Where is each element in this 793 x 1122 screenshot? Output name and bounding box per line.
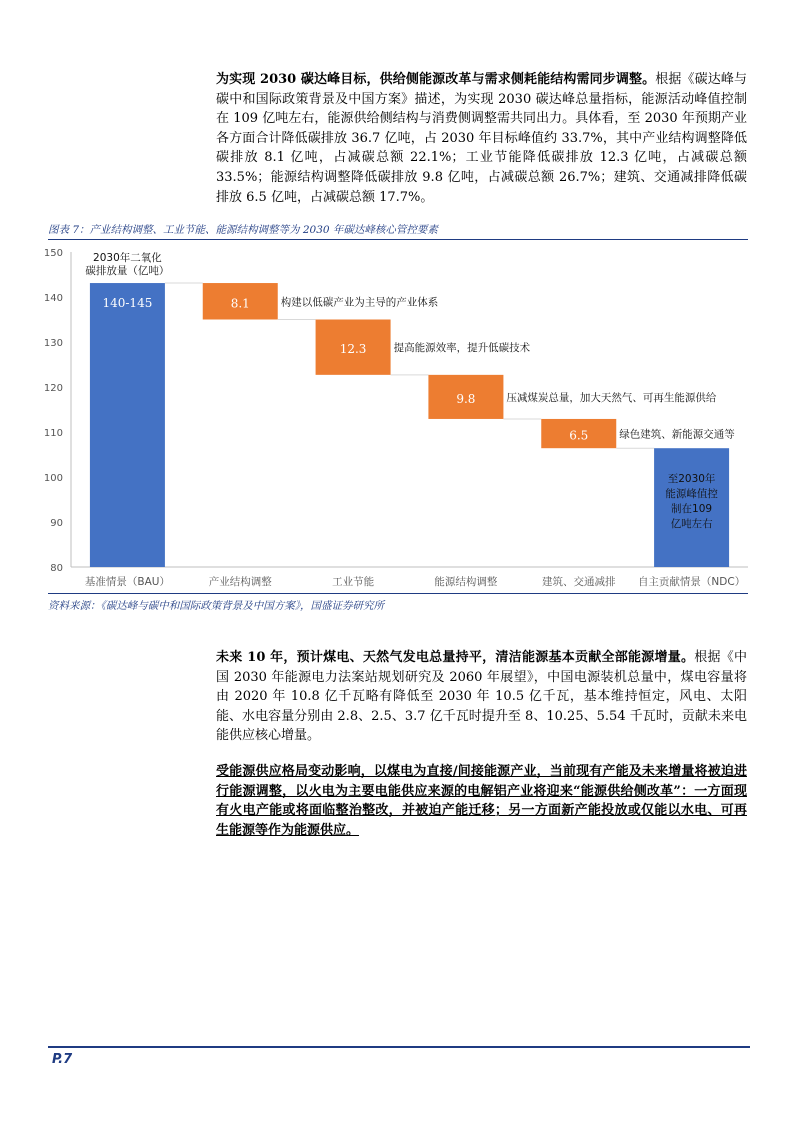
figure-title: 图表 7：产业结构调整、工业节能、能源结构调整等为 2030 年碳达峰核心管控要素 <box>48 224 438 236</box>
annotation-label: 提高能源效率，提升低碳技术 <box>393 342 531 355</box>
page-number: P.7 <box>52 1052 73 1067</box>
end-label: 至2030年 <box>667 473 716 486</box>
start-label: 碳排放量（亿吨） <box>85 265 170 278</box>
y-tick-label: 80 <box>50 563 63 574</box>
y-tick-label: 150 <box>43 248 63 259</box>
paragraph-body: 根据《碳达峰与碳中和国际政策背景及中国方案》描述，为实现 2030 碳达峰总量指标，能源活动峰值控制在 109 亿吨左右，能源供给侧结构与消费侧调整需共同出力。具体看，至 2030 年预期产业各方面合计降低碳排放 36.7 亿吨，占 2030 年目标峰值约 33.7%，其中产业结构调整降低碳排放 8.1 亿吨，占减碳总额 22.1%；工业节能降低碳排放 12.3 亿吨，占减碳总额 33.5%；能源结构调整降低碳排放 9.8 亿吨，占减碳总额 26.7%；建筑、交通减排降低碳排放 6.5 亿吨，占减碳总额 17.7%。 <box>216 72 747 205</box>
figure-source: 资料来源：《碳达峰与碳中和国际政策背景及中国方案》，国盛证券研究所 <box>48 600 384 612</box>
value-label: 12.3 <box>339 342 367 357</box>
value-label: 8.1 <box>230 296 250 311</box>
category-label: 自主贡献情景（NDC） <box>637 576 746 588</box>
figure-top-rule <box>48 239 748 240</box>
paragraph-aluminum-reform: 受能源供应格局变动影响，以煤电为直接/间接能源产业，当前现有产能及未来增量将被迫进行能源调整，以火电为主要电能供应来源的电解铝产业将迎来“能源供给侧改革”：一方面现有火电产能或将面临整治整改，并被迫产能迁移；另一方面新产能投放或仅能以水电、可再生能源等作为能源供应。 <box>216 764 747 838</box>
y-tick-label: 130 <box>43 338 63 349</box>
value-label: 140-145 <box>102 296 153 311</box>
y-tick-label: 100 <box>43 473 63 484</box>
paragraph-carbon-peak <box>216 70 747 207</box>
footer-rule <box>48 1046 750 1048</box>
paragraph-lead: 未来 10 年，预计煤电、天然气发电总量持平，清洁能源基本贡献全部能源增量。 <box>216 650 695 665</box>
paragraph-power-outlook <box>216 648 747 746</box>
paragraph-body: 根据《中国 2030 年能源电力法案站规划研究及 2060 年展望》，中国电源装机总量中，煤电容量将由 2020 年 10.8 亿千瓦略有降低至 2030 年 10.5 亿千瓦，基本维持恒定，风电、太阳能、水电容量分别由 2.8、2.5、3.7 亿千瓦时提升至 8、10.25、5.54 千瓦时，贡献未来电能供应核心增量。 <box>216 650 747 744</box>
waterfall-chart <box>40 242 760 592</box>
category-label: 能源结构调整 <box>434 576 498 588</box>
start-label: 2030年二氧化 <box>93 252 162 265</box>
y-tick-label: 140 <box>43 293 63 304</box>
value-label: 9.8 <box>456 391 476 406</box>
y-tick-label: 110 <box>43 428 63 439</box>
category-label: 建筑、交通减排 <box>542 576 616 588</box>
annotation-label: 绿色建筑、新能源交通等 <box>619 428 735 441</box>
value-label: 6.5 <box>569 428 589 443</box>
end-label: 制在109 <box>671 503 713 516</box>
paragraph-lead: 为实现 2030 碳达峰目标，供给侧能源改革与需求侧耗能结构需同步调整。 <box>216 72 656 87</box>
annotation-label: 压减煤炭总量，加大天然气、可再生能源供给 <box>506 391 717 404</box>
end-label: 亿吨左右 <box>670 518 713 531</box>
y-tick-label: 90 <box>50 518 63 529</box>
annotation-label: 构建以低碳产业为主导的产业体系 <box>280 296 439 309</box>
category-label: 产业结构调整 <box>208 576 272 588</box>
y-tick-label: 120 <box>43 383 63 394</box>
category-label: 工业节能 <box>332 576 375 588</box>
bar-1 <box>90 283 165 567</box>
end-label: 能源峰值控 <box>665 488 718 501</box>
category-label: 基准情景（BAU） <box>84 576 170 588</box>
figure-bottom-rule <box>48 593 748 594</box>
